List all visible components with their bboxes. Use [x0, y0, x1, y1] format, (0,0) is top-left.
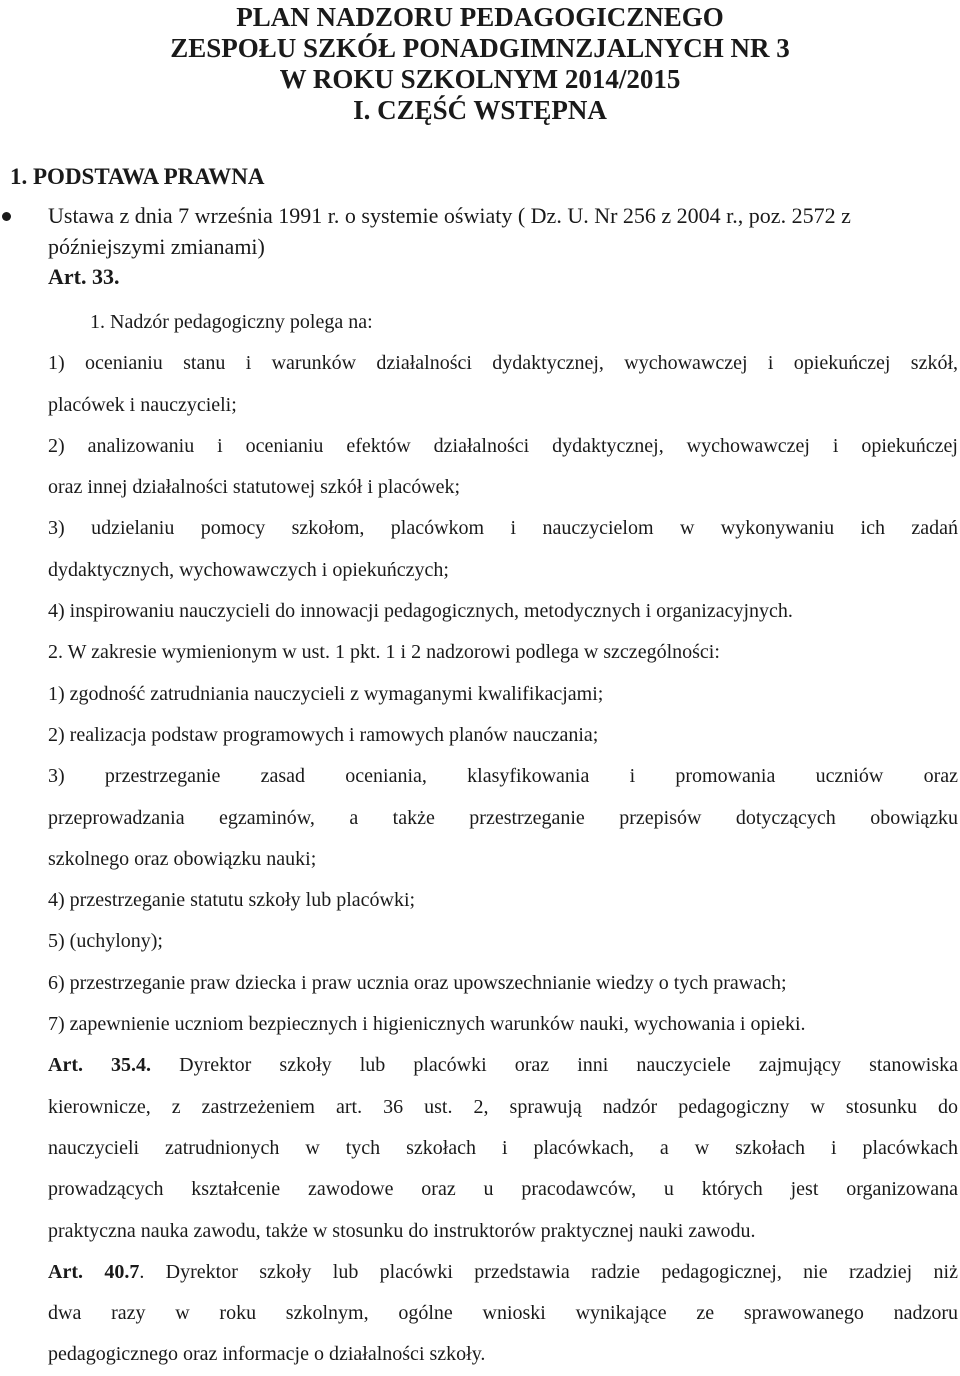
paragraph-2-item-6: 6) przestrzeganie praw dziecka i praw ucznia oraz upowszechnianie wiedzy o tych prawach;	[48, 971, 787, 994]
paragraph-2-item-3-line-2: przeprowadzania egzaminów, a także przestrzeganie przepisów dotyczących obowiązku	[48, 806, 958, 829]
paragraph-1-item-1-line-2: placówek i nauczycieli;	[48, 393, 237, 416]
paragraph-1-item-3-line-2: dydaktycznych, wychowawczych i opiekuńczych;	[48, 558, 449, 581]
article-35-line-4: prowadzących kształcenie zawodowe oraz u pracodawców, u których jest organizowana	[48, 1178, 958, 1201]
bullet-icon	[2, 212, 11, 221]
article-35-label: Art. 35.4.	[48, 1054, 152, 1077]
title-line-4: I. CZĘŚĆ WSTĘPNA	[353, 95, 607, 125]
article-35-line-1	[48, 1045, 958, 1086]
paragraph-2-item-3-line-3: szkolnego oraz obowiązku nauki;	[48, 847, 317, 870]
document-body	[48, 302, 958, 1376]
title-line-1: PLAN NADZORU PEDAGOGICZNEGO	[236, 2, 724, 32]
bullet-line-1: Ustawa z dnia 7 września 1991 r. o systemie oświaty ( Dz. U. Nr 256 z 2004 r., poz. 2572 z	[48, 203, 851, 228]
paragraph-1-item-3-line-1: 3) udzielaniu pomocy szkołom, placówkom i nauczycielom w wykonywaniu ich zadań	[48, 517, 958, 540]
article-40-line-2: dwa razy w roku szkolnym, ogólne wnioski wynikające ze sprawowanego nadzoru	[48, 1302, 958, 1325]
title-line-2: ZESPOŁU SZKÓŁ PONADGIMNZJALNYCH NR 3	[170, 33, 790, 63]
article-40-line-1	[48, 1252, 958, 1293]
document-title	[0, 2, 960, 126]
bullet-line-2: późniejszymi zmianami)	[48, 234, 265, 259]
paragraph-2-item-4: 4) przestrzeganie statutu szkoły lub placówki;	[48, 889, 416, 912]
paragraph-1-intro: 1. Nadzór pedagogiczny polega na:	[90, 311, 373, 333]
paragraph-1-item-2-line-2: oraz innej działalności statutowej szkół i placówek;	[48, 476, 461, 499]
section-heading: 1. PODSTAWA PRAWNA	[10, 164, 265, 189]
article-40-line-3: pedagogicznego oraz informacje o działalności szkoły.	[48, 1343, 486, 1366]
article-35-line-3: nauczycieli zatrudnionych w tych szkołach i placówkach, a w szkołach i placówkach	[48, 1136, 958, 1159]
article-35-line-5: praktyczna nauka zawodu, także w stosunku do instruktorów praktycznej nauki zawodu.	[48, 1219, 756, 1242]
article-40-text-1: . Dyrektor szkoły lub placówki przedstawia radzie pedagogicznej, nie rzadziej niż	[139, 1260, 958, 1283]
paragraph-2-item-3-line-1: 3) przestrzeganie zasad oceniania, klasyfikowania i promowania uczniów oraz	[48, 765, 958, 788]
title-line-3: W ROKU SZKOLNYM 2014/2015	[279, 64, 681, 94]
article-33-label: Art. 33.	[48, 264, 120, 289]
article-40-label: Art. 40.7	[48, 1260, 140, 1283]
paragraph-1-item-4: 4) inspirowaniu nauczycieli do innowacji pedagogicznych, metodycznych i organizacyjnych.	[48, 600, 793, 623]
article-35-text-1: Dyrektor szkoły lub placówki oraz inni nauczyciele zajmujący stanowiska	[151, 1054, 958, 1077]
legal-basis-bullet	[48, 200, 938, 262]
paragraph-1-item-1-line-1: 1) ocenianiu stanu i warunków działalności dydaktycznej, wychowawczej i opiekuńczej szkół,	[48, 352, 958, 375]
paragraph-1-item-2-line-1: 2) analizowaniu i ocenianiu efektów działalności dydaktycznej, wychowawczej i opiekuńczej	[48, 434, 958, 457]
paragraph-2-intro: 2. W zakresie wymienionym w ust. 1 pkt. 1 i 2 nadzorowi podlega w szczególności:	[48, 641, 720, 664]
paragraph-2-item-1: 1) zgodność zatrudniania nauczycieli z wymaganymi kwalifikacjami;	[48, 682, 604, 705]
paragraph-2-item-2: 2) realizacja podstaw programowych i ramowych planów nauczania;	[48, 723, 599, 746]
paragraph-2-item-5: 5) (uchylony);	[48, 930, 163, 953]
article-35-line-2: kierownicze, z zastrzeżeniem art. 36 ust. 2, sprawują nadzór pedagogiczny w stosunku do	[48, 1095, 958, 1118]
paragraph-2-item-7: 7) zapewnienie uczniom bezpiecznych i higienicznych warunków nauki, wychowania i opieki.	[48, 1013, 806, 1036]
